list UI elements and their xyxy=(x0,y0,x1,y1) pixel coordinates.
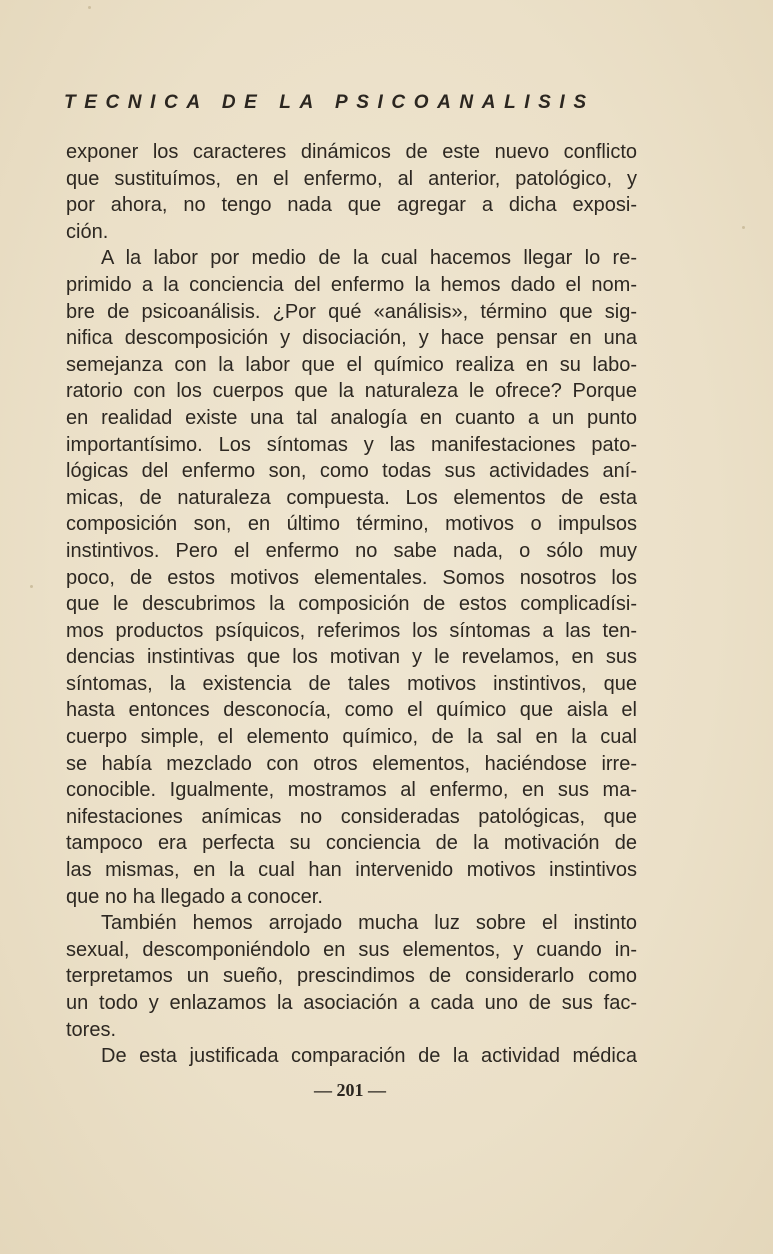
paper-speck xyxy=(88,6,91,9)
text-line: que le descubrimos la composición de estos complicadísi- xyxy=(66,593,637,616)
text-line: por ahora, no tengo nada que agregar a dicha exposi- xyxy=(66,194,637,217)
text-line: síntomas, la existencia de tales motivos instintivos, que xyxy=(66,672,637,695)
paper-speck xyxy=(742,226,745,229)
text-line: importantísimo. Los síntomas y las manifestaciones pato- xyxy=(66,433,637,456)
text-line: exponer los caracteres dinámicos de este nuevo conflicto xyxy=(66,141,637,163)
text-line: hasta entonces desconocía, como el químico que aisla el xyxy=(66,699,637,722)
paper-speck xyxy=(30,585,33,588)
text-line: nifestaciones anímicas no consideradas patológicas, que xyxy=(66,805,637,828)
text-line: lógicas del enfermo son, como todas sus actividades aní- xyxy=(66,460,637,483)
text-line: en realidad existe una tal analogía en cuanto a un punto xyxy=(66,406,637,429)
text-line: terpretamos un sueño, prescindimos de considerarlo como xyxy=(66,965,637,988)
body-text xyxy=(66,139,637,1070)
text-line: que sustituímos, en el enfermo, al anterior, patológico, y xyxy=(66,167,637,190)
running-title: TECNICA DE LA PSICOANALISIS xyxy=(64,92,595,113)
text-line: conocible. Igualmente, mostramos al enfermo, en sus ma- xyxy=(66,779,637,802)
text-line: instintivos. Pero el enfermo no sabe nada, o sólo muy xyxy=(66,539,637,562)
text-line: A la labor por medio de la cual hacemos llegar lo re- xyxy=(101,247,637,270)
text-line: tampoco era perfecta su conciencia de la motivación de xyxy=(66,832,637,855)
text-line: primido a la conciencia del enfermo la hemos dado el nom- xyxy=(66,273,637,296)
text-line: semejanza con la labor que el químico realiza en su labo- xyxy=(66,353,637,376)
text-line: las mismas, en la cual han intervenido motivos instintivos xyxy=(66,859,637,882)
text-line: poco, de estos motivos elementales. Somos nosotros los xyxy=(66,566,637,589)
text-line: ratorio con los cuerpos que la naturaleza le ofrece? Porque xyxy=(66,380,637,403)
text-line: se había mezclado con otros elementos, haciéndose irre- xyxy=(66,752,637,775)
text-line: composición son, en último término, motivos o impulsos xyxy=(66,513,637,536)
text-line: un todo y enlazamos la asociación a cada uno de sus fac- xyxy=(66,992,637,1014)
text-line: tores. xyxy=(66,1018,117,1041)
text-line: De esta justificada comparación de la actividad médica xyxy=(101,1045,637,1068)
text-line: También hemos arrojado mucha luz sobre el instinto xyxy=(101,912,637,935)
text-line: que no ha llegado a conocer. xyxy=(66,885,323,908)
text-line: micas, de naturaleza compuesta. Los elementos de esta xyxy=(66,486,637,509)
text-line: cuerpo simple, el elemento químico, de la sal en la cual xyxy=(66,726,637,749)
text-line: ción. xyxy=(66,220,109,243)
page-number: — 201 — xyxy=(314,1080,386,1100)
text-line: sexual, descomponiéndolo en sus elementos, y cuando in- xyxy=(66,938,637,961)
text-line: dencias instintivas que los motivan y le revelamos, en sus xyxy=(66,646,637,669)
text-line: nifica descomposición y disociación, y hace pensar en una xyxy=(66,327,637,350)
text-line: bre de psicoanálisis. ¿Por qué «análisis», término que sig- xyxy=(66,300,637,323)
text-line: mos productos psíquicos, referimos los síntomas a las ten- xyxy=(66,619,637,642)
